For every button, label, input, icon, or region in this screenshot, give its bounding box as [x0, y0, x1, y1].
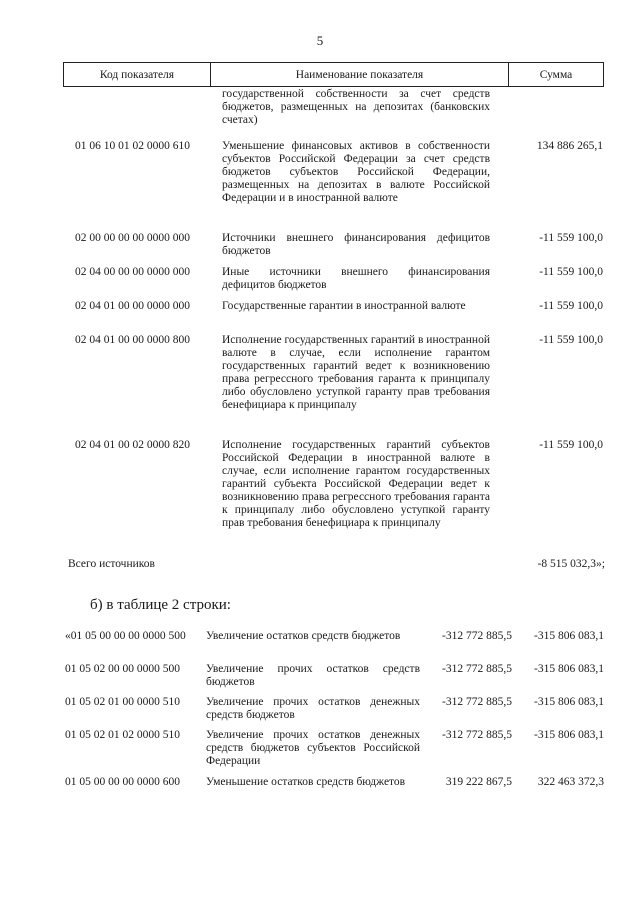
column-header-name: Наименование показателя [211, 63, 509, 86]
row-code: 01 05 02 01 00 0000 510 [65, 696, 180, 708]
row-code: 02 04 00 00 00 0000 000 [75, 266, 190, 278]
row-value-1: 319 222 867,5 [445, 776, 512, 788]
row-name: Увеличение остатков средств бюджетов [206, 630, 401, 642]
row-name: Государственные гарантии в иностранной валюте [222, 300, 466, 312]
row-value-2: -315 806 083,1 [534, 729, 604, 741]
row-value-1: -312 772 885,5 [442, 729, 512, 741]
page-number: 5 [316, 33, 324, 48]
row-sum: -11 559 100,0 [539, 266, 603, 278]
row-name: Увеличение прочих остатков средств бюджетов [206, 663, 420, 688]
row-code: 02 04 01 00 00 0000 800 [75, 334, 190, 346]
row-name: Увеличение прочих остатков денежных средств бюджетов субъектов Российской Федерации [206, 729, 420, 767]
row-code: 02 00 00 00 00 0000 000 [75, 232, 190, 244]
row-sum: 134 886 265,1 [536, 140, 603, 152]
row-name: Увеличение прочих остатков денежных средств бюджетов [206, 696, 420, 721]
row-name: Исполнение государственных гарантий субъектов Российской Федерации в иностранной валюте в случае, если исполнение гарантом государственных гарантий субъекта Российской Федерации ведет к возникновению права регрессного требования гаранта к принципалу либо обусловлено уступкой гаранту прав требования бенефициара к принципалу [222, 439, 490, 529]
row-code: 01 05 02 00 00 0000 500 [65, 663, 180, 675]
row-code: 01 06 10 01 02 0000 610 [75, 140, 190, 152]
row-sum: -11 559 100,0 [539, 232, 603, 244]
row-sum: -11 559 100,0 [539, 439, 603, 451]
row-code: 02 04 01 00 00 0000 000 [75, 300, 190, 312]
row-code: 01 05 00 00 00 0000 600 [65, 776, 180, 788]
row-value-2: -315 806 083,1 [534, 630, 604, 642]
row-sum: -11 559 100,0 [539, 334, 603, 346]
column-header-sum: Сумма [539, 68, 573, 81]
row-name: Источники внешнего финансирования дефицитов бюджетов [222, 232, 490, 257]
row-value-2: -315 806 083,1 [534, 663, 604, 675]
row-code: 02 04 01 00 02 0000 820 [75, 439, 190, 451]
row-value-2: -315 806 083,1 [534, 696, 604, 708]
row-name: Иные источники внешнего финансирования дефицитов бюджетов [222, 266, 490, 291]
table1-header [63, 62, 604, 87]
row-name: Уменьшение остатков средств бюджетов [206, 776, 406, 788]
row-name: Уменьшение финансовых активов в собственности субъектов Российской Федерации за счет средств бюджетов субъектов Российской Федерации, размещенных на депозитах в валюте Российской Федерации и в иностранной валюте [222, 140, 490, 204]
row-code: 01 05 02 01 02 0000 510 [65, 729, 180, 741]
total-label: Всего источников [68, 558, 155, 570]
row-value-1: -312 772 885,5 [442, 696, 512, 708]
row-value-2: 322 463 372,3 [537, 776, 604, 788]
row-sum: -11 559 100,0 [539, 300, 603, 312]
row-code: «01 05 00 00 00 0000 500 [65, 630, 186, 642]
row-name: Исполнение государственных гарантий в иностранной валюте в случае, если исполнение гарантом государственных гарантий ведет к возникновению права регрессного требования гаранта к принципалу либо обусловлено уступкой гаранту прав требования бенефициара к принципалу [222, 334, 490, 411]
column-header-code: Код показателя [64, 63, 211, 86]
continuation-text: государственной собственности за счет средств бюджетов, размещенных на депозитах (банковских счетах) [222, 88, 490, 126]
row-value-1: -312 772 885,5 [442, 663, 512, 675]
total-sum: -8 515 032,3»; [537, 558, 605, 570]
row-value-1: -312 772 885,5 [442, 630, 512, 642]
section-b-heading: б) в таблице 2 строки: [90, 597, 231, 613]
